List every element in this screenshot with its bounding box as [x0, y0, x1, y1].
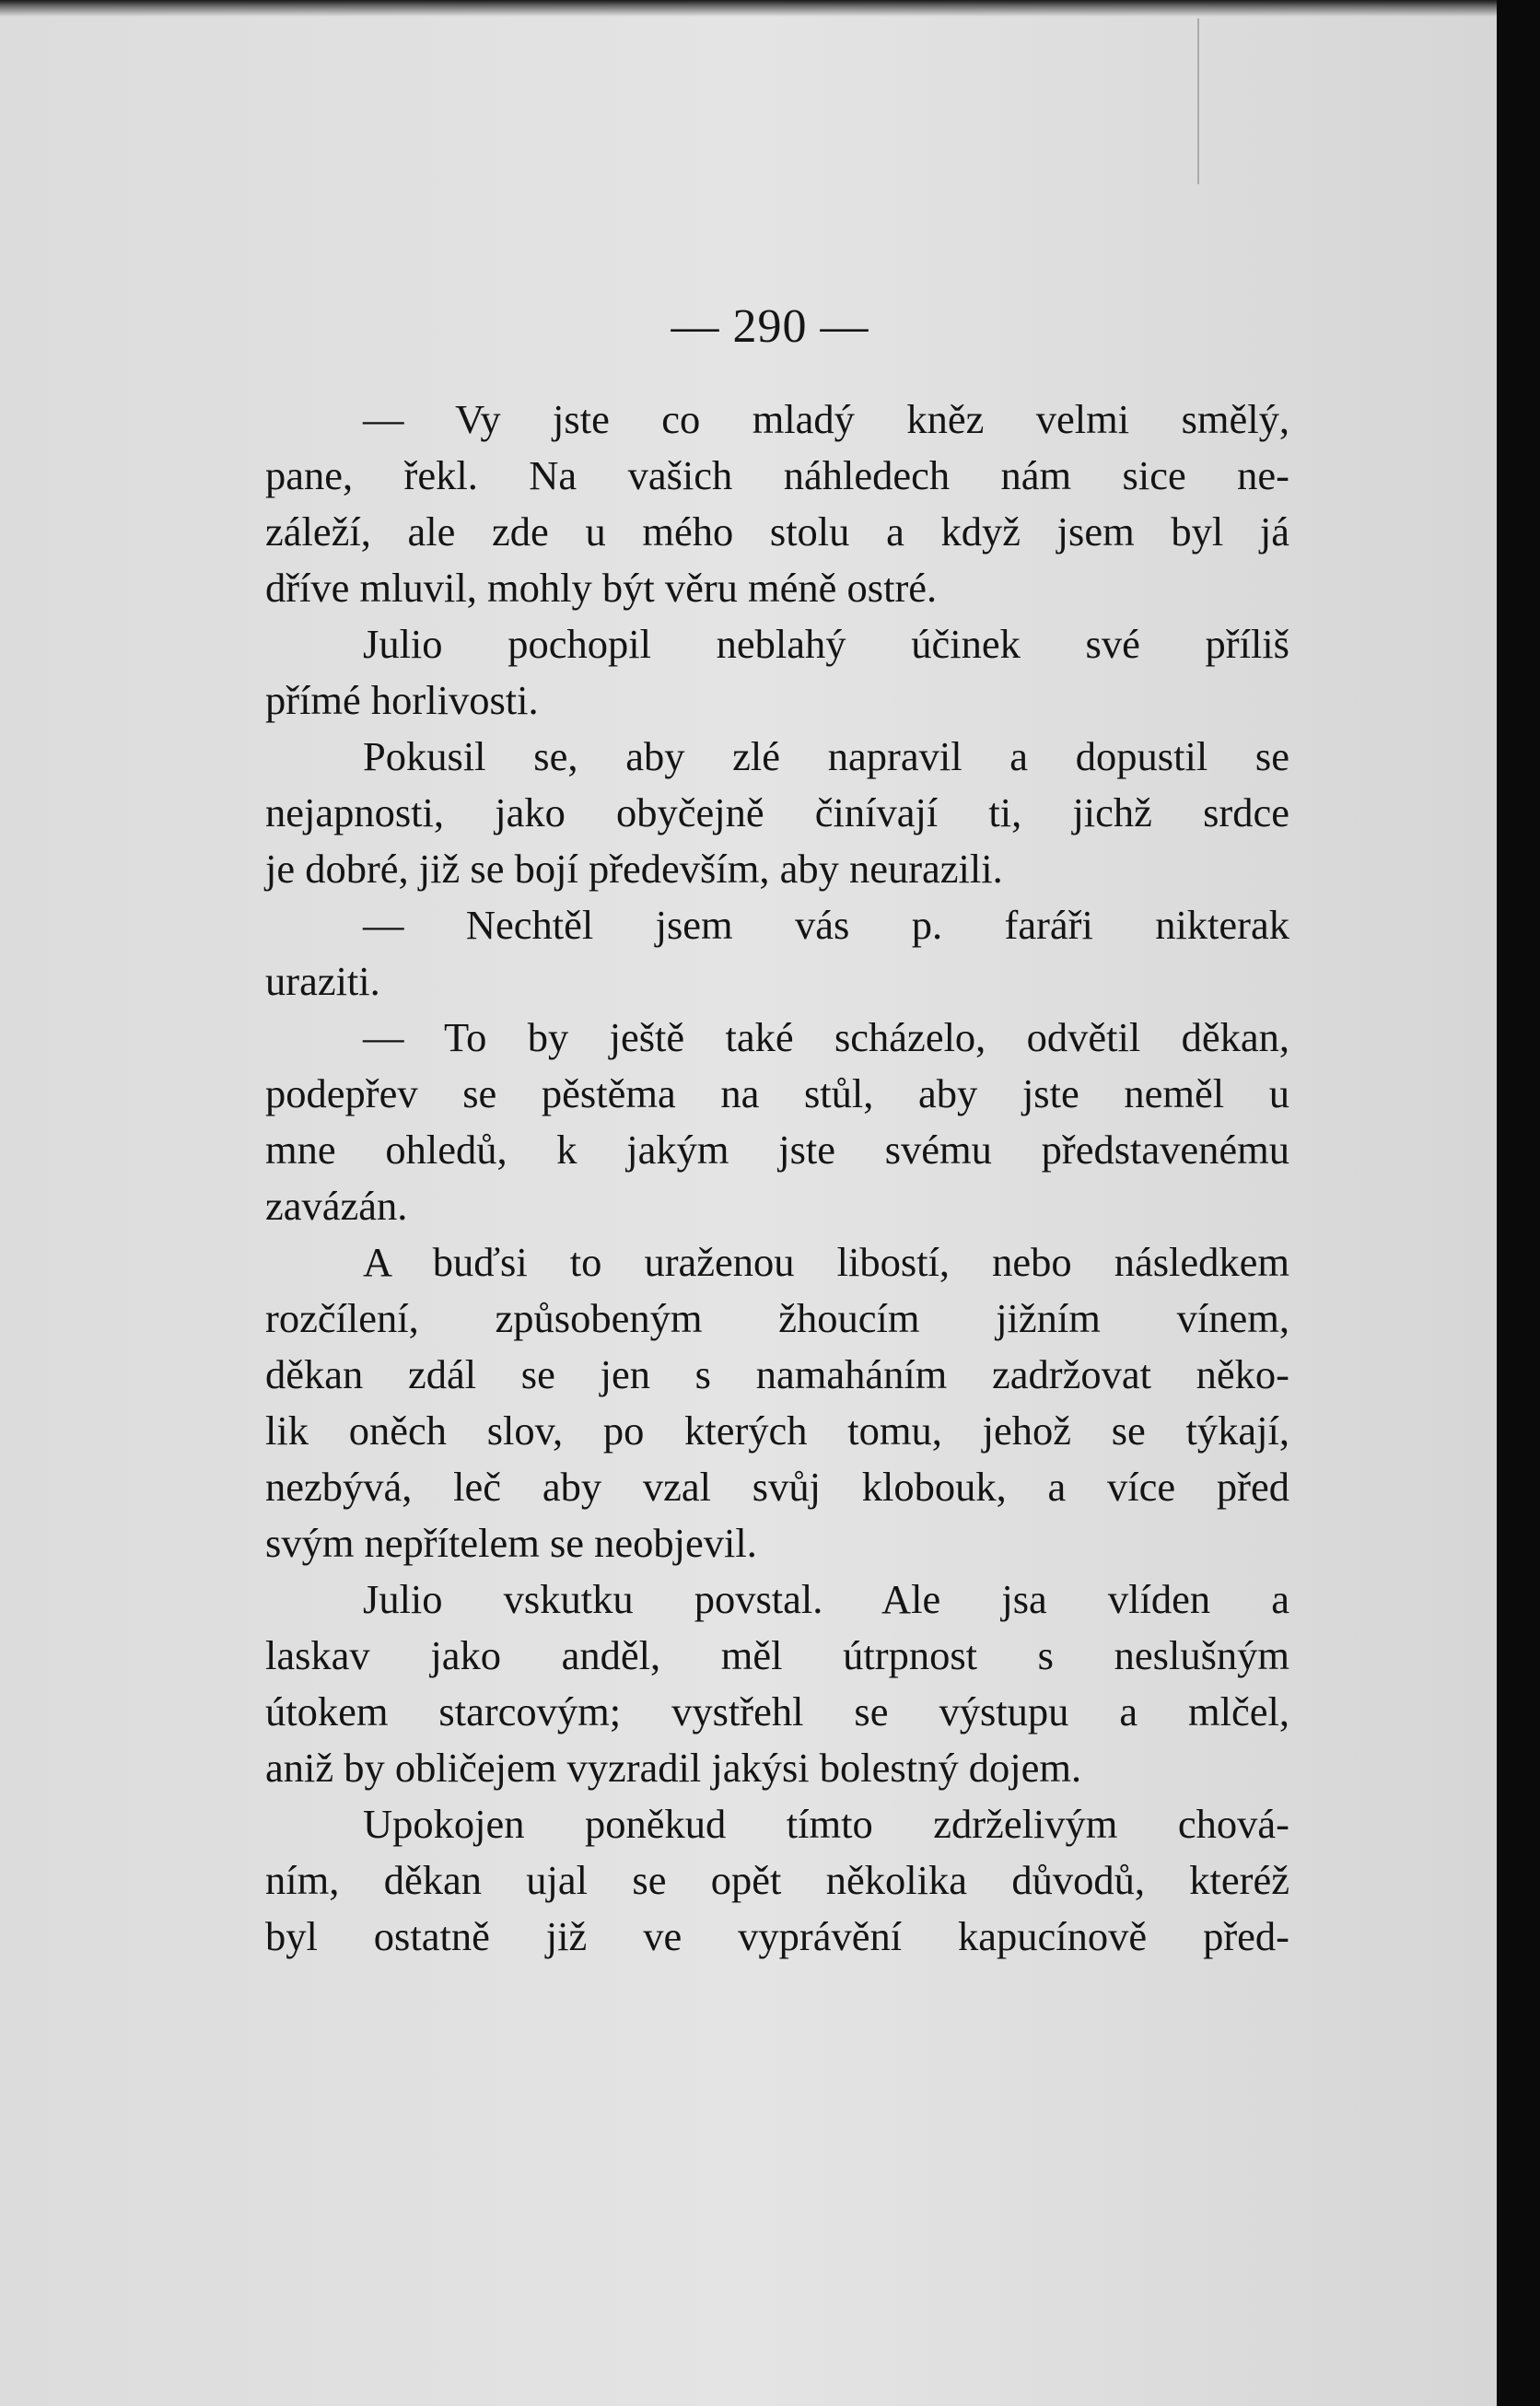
text-line: — Vy jste co mladý kněz velmi smělý, — [363, 396, 1289, 442]
text-line: byl ostatně již ve vyprávění kapucínově před- — [265, 1913, 1289, 1959]
text-line: zavázán. — [265, 1183, 408, 1229]
text-line: Upokojen poněkud tímto zdrželivým chová- — [363, 1801, 1289, 1847]
text-line: záleží, ale zde u mého stolu a když jsem byl já — [265, 508, 1289, 555]
text-line: aniž by obličejem vyzradil jakýsi bolestný dojem. — [265, 1745, 1082, 1791]
text-line: svým nepřítelem se neobjevil. — [265, 1520, 757, 1566]
text-line: děkan zdál se jen s namaháním zadržovat něko- — [265, 1351, 1289, 1397]
text-line: lik oněch slov, po kterých tomu, jehož se týkají, — [265, 1407, 1289, 1454]
text-line: Julio vskutku povstal. Ale jsa vlíden a — [363, 1576, 1289, 1622]
paper-crease — [1197, 18, 1199, 184]
text-line: uraziti. — [265, 958, 380, 1004]
body-text — [265, 391, 1289, 1965]
text-line: dříve mluvil, mohly být věru méně ostré. — [265, 565, 938, 611]
text-line: — To by ještě také scházelo, odvětil děkan, — [363, 1014, 1289, 1060]
text-line: pane, řekl. Na vašich náhledech nám sice ne- — [265, 452, 1289, 498]
text-line: je dobré, již se bojí především, aby neurazili. — [265, 846, 1003, 892]
text-line: přímé horlivosti. — [265, 677, 539, 723]
text-line: rozčílení, způsobeným žhoucím jižním vínem, — [265, 1295, 1289, 1341]
top-edge-shadow — [0, 0, 1497, 17]
text-line: nezbývá, leč aby vzal svůj klobouk, a více před — [265, 1464, 1289, 1510]
text-line: — Nechtěl jsem vás p. faráři nikterak — [363, 902, 1289, 948]
text-line: podepřev se pěstěma na stůl, aby jste neměl u — [265, 1070, 1289, 1116]
text-line: Julio pochopil neblahý účinek své příliš — [363, 621, 1289, 667]
scan-border — [1497, 0, 1540, 2406]
text-line: ním, děkan ujal se opět několika důvodů, kteréž — [265, 1857, 1289, 1903]
page-number-header: — 290 — — [671, 300, 869, 353]
text-line: laskav jako anděl, měl útrpnost s neslušným — [265, 1632, 1289, 1678]
text-line: A buďsi to uraženou libostí, nebo následkem — [363, 1239, 1289, 1285]
text-line: mne ohledů, k jakým jste svému představenému — [265, 1127, 1289, 1173]
text-line: Pokusil se, aby zlé napravil a dopustil se — [363, 733, 1289, 779]
text-line: nejapnosti, jako obyčejně činívají ti, jichž srdce — [265, 789, 1289, 835]
text-line: útokem starcovým; vystřehl se výstupu a mlčel, — [265, 1688, 1289, 1734]
